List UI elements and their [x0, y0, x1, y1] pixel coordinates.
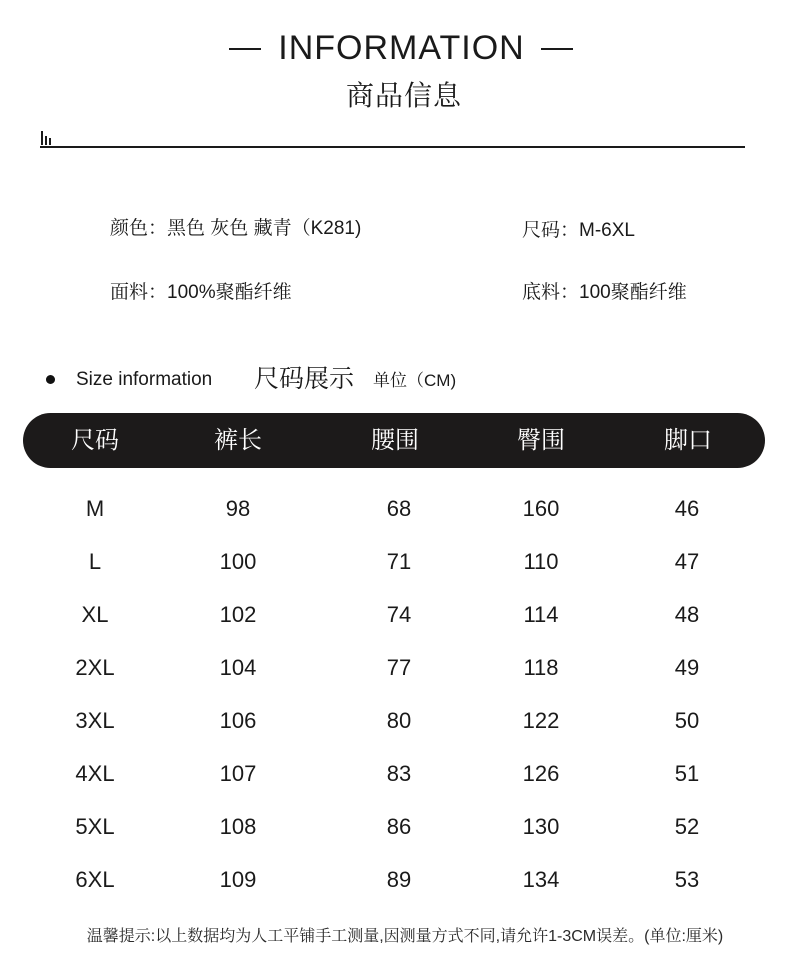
table-cell: 71 — [386, 549, 412, 574]
title-row — [0, 24, 790, 74]
info-sole — [522, 280, 687, 306]
size-unit: 单位（CM) — [373, 371, 457, 390]
table-header-cell: 腰围 — [371, 427, 419, 454]
section-divider — [40, 146, 745, 148]
info-fabric-label: 面料： — [110, 282, 168, 303]
info-sole-label: 底料： — [522, 282, 580, 303]
table-cell: 114 — [523, 602, 559, 627]
info-color-label: 颜色： — [110, 218, 168, 239]
table-cell: 49 — [674, 655, 700, 680]
info-size — [522, 218, 635, 244]
table-cell: 122 — [522, 708, 560, 733]
table-cell: 50 — [674, 708, 700, 733]
table-header-cell: 裤长 — [214, 427, 262, 454]
table-cell: 134 — [522, 867, 560, 892]
table-cell: 53 — [674, 867, 700, 892]
info-color-value: 黑色 灰色 藏青（K281) — [167, 218, 362, 239]
table-cell: 2XL — [75, 655, 115, 680]
table-header-cell: 脚口 — [664, 427, 712, 454]
table-header-cell: 尺码 — [71, 427, 119, 454]
title-right-rule — [541, 48, 573, 50]
table-cell: 109 — [219, 867, 257, 892]
table-cell: 77 — [386, 655, 412, 680]
page-title: INFORMATION — [278, 29, 525, 67]
page-subtitle: 商品信息 — [345, 80, 462, 111]
table-header-cell: 臀围 — [517, 427, 565, 454]
table-cell: 48 — [674, 602, 700, 627]
info-size-value: M-6XL — [579, 220, 635, 241]
table-cell: 51 — [674, 761, 700, 786]
table-cell: 106 — [219, 708, 257, 733]
table-header — [23, 413, 765, 468]
table-cell: 46 — [674, 496, 700, 521]
table-cell: 3XL — [75, 708, 115, 733]
table-cell: L — [88, 549, 102, 574]
table-cell: 68 — [386, 496, 412, 521]
table-cell: 52 — [674, 814, 700, 839]
table-cell: 74 — [386, 602, 412, 627]
table-cell: 126 — [522, 761, 560, 786]
size-heading-en: Size information — [76, 369, 213, 390]
table-cell: XL — [81, 602, 109, 627]
table-cell: 130 — [522, 814, 560, 839]
info-sole-value: 100聚酯纤维 — [579, 282, 687, 303]
table-cell: M — [85, 496, 105, 521]
info-color — [110, 216, 361, 242]
table-cell: 4XL — [75, 761, 115, 786]
table-cell: 108 — [219, 814, 257, 839]
table-cell: 98 — [225, 496, 251, 521]
table-cell: 107 — [219, 761, 257, 786]
table-cell: 102 — [219, 602, 257, 627]
table-cell: 100 — [219, 549, 257, 574]
bar-chart-icon — [41, 131, 53, 145]
table-cell: 160 — [522, 496, 560, 521]
table-cell: 5XL — [75, 814, 115, 839]
info-size-label: 尺码： — [522, 220, 580, 241]
info-fabric-value: 100%聚酯纤维 — [167, 282, 292, 303]
info-fabric — [110, 280, 292, 306]
table-cell: 86 — [386, 814, 412, 839]
size-heading-cn: 尺码展示 — [254, 365, 355, 393]
table-cell: 83 — [386, 761, 412, 786]
table-cell: 110 — [523, 549, 559, 574]
table-cell: 118 — [523, 655, 559, 680]
table-cell: 89 — [386, 867, 412, 892]
measurement-note: 温馨提示:以上数据均为人工平铺手工测量,因测量方式不同,请允许1-3CM误差。(单位:厘米) — [86, 928, 724, 945]
table-cell: 47 — [674, 549, 700, 574]
bullet-dot-icon — [46, 375, 55, 384]
table-cell: 80 — [386, 708, 412, 733]
table-cell: 104 — [219, 655, 257, 680]
table-cell: 6XL — [75, 867, 115, 892]
